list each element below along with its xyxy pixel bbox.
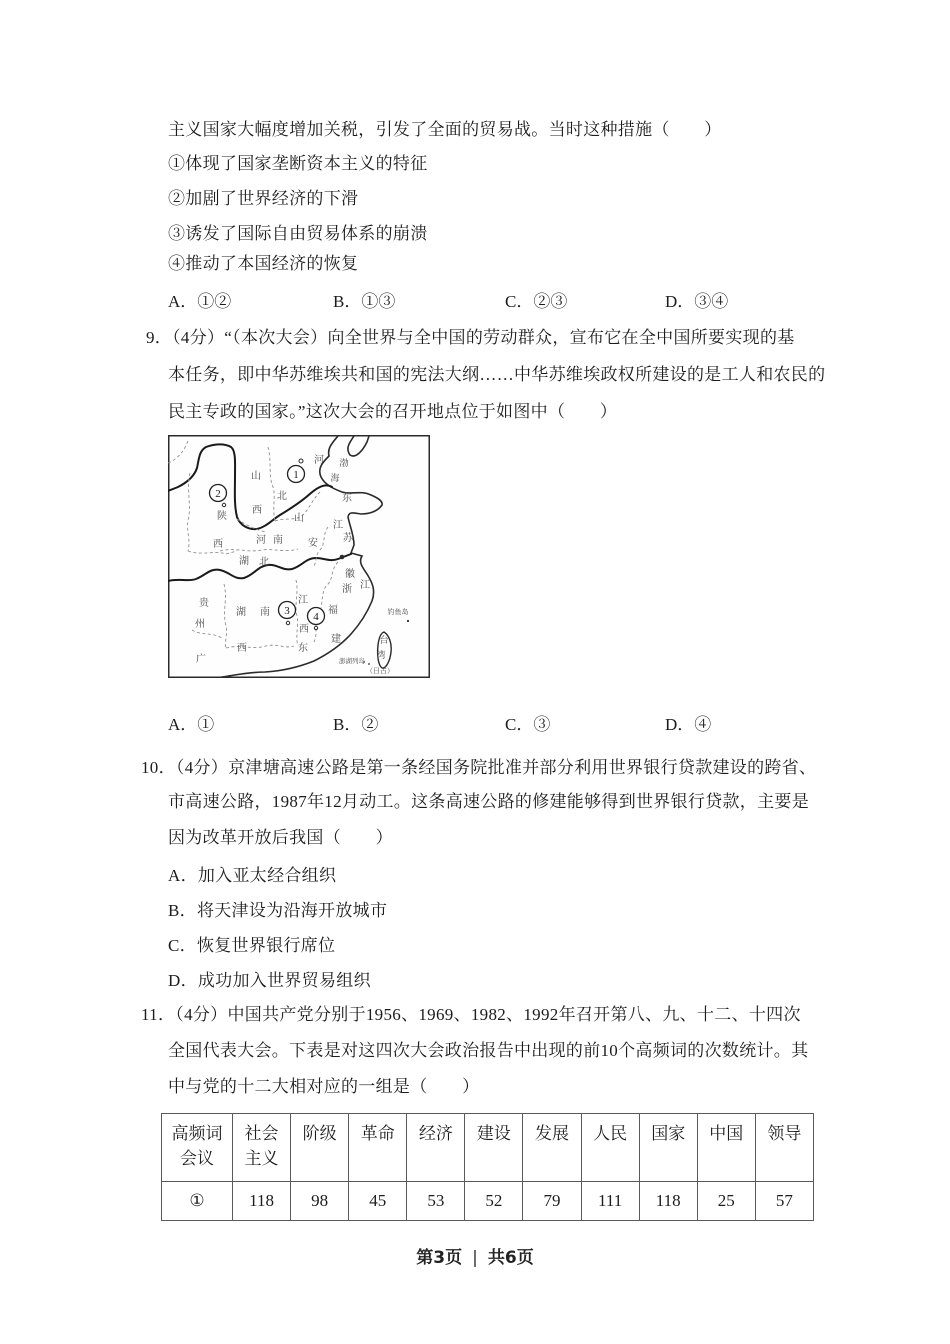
map-label: 广 bbox=[196, 654, 206, 665]
table-row bbox=[162, 1182, 814, 1221]
china-provinces-map bbox=[168, 435, 430, 678]
table-cell: 25 bbox=[697, 1182, 755, 1221]
map-marker-3 bbox=[279, 602, 296, 619]
table-cell: 57 bbox=[755, 1182, 813, 1221]
q10-line-2: 市高速公路，1987年12月动工。这条高速公路的修建能够得到世界银行贷款，主要是 bbox=[168, 792, 809, 811]
page-number: 第3页 bbox=[416, 1248, 463, 1268]
q9-option-c: C．③ bbox=[505, 715, 551, 734]
map-label: 江 bbox=[333, 520, 343, 531]
q11-line-3: 中与党的十二大相对应的一组是（ ） bbox=[168, 1077, 480, 1096]
q8-item-1: ①体现了国家垄断资本主义的特征 bbox=[168, 154, 428, 173]
table-column-header: 阶级 bbox=[291, 1114, 349, 1182]
map-label: 西 bbox=[237, 643, 247, 654]
footer-divider: | bbox=[472, 1248, 478, 1268]
map-label: 渤 bbox=[339, 458, 349, 468]
map-label: 山 bbox=[251, 471, 261, 482]
q8-option-d: D．③④ bbox=[665, 292, 729, 311]
q8-item-2: ②加剧了世界经济的下滑 bbox=[168, 189, 359, 208]
map-label: 海 bbox=[330, 473, 340, 483]
map-label: 徽 bbox=[345, 569, 355, 580]
map-label: 州 bbox=[195, 619, 205, 630]
table-body bbox=[162, 1182, 814, 1221]
table-column-header: 人民 bbox=[581, 1114, 639, 1182]
q8-item-3: ③诱发了国际自由贸易体系的崩溃 bbox=[168, 224, 428, 243]
table-cell: 118 bbox=[639, 1182, 697, 1221]
map-label: 湖 bbox=[236, 607, 246, 618]
table-cell: 118 bbox=[233, 1182, 291, 1221]
map-marker-1 bbox=[288, 466, 305, 483]
q9-line-1: 9．（4分）“（本次大会）向全世界与全中国的劳动群众，宣布它在全中国所要实现的基 bbox=[146, 328, 795, 347]
svg-text:3: 3 bbox=[284, 605, 290, 617]
q11-line-2: 全国代表大会。下表是对这四次大会政治报告中出现的前10个高频词的次数统计。其 bbox=[168, 1041, 809, 1060]
table-cell: 79 bbox=[523, 1182, 581, 1221]
island-dot bbox=[407, 620, 409, 622]
q8-stem: 主义国家大幅度增加关税，引发了全面的贸易战。当时这种措施（ ） bbox=[168, 120, 722, 139]
q10-line-1: 10．（4分）京津塘高速公路是第一条经国务院批准并部分利用世界银行贷款建设的跨省、 bbox=[141, 758, 817, 777]
q10-line-3: 因为改革开放后我国（ ） bbox=[168, 828, 393, 847]
table-column-header: 社会主义 bbox=[233, 1114, 291, 1182]
q10-option-b: B．将天津设为沿海开放城市 bbox=[168, 901, 388, 920]
map-label: 东 bbox=[298, 643, 308, 654]
table-column-header: 经济 bbox=[407, 1114, 465, 1182]
table-column-header: 发展 bbox=[523, 1114, 581, 1182]
map-label: 湖 bbox=[239, 556, 249, 567]
map-label: 建 bbox=[331, 634, 341, 645]
svg-text:2: 2 bbox=[215, 488, 221, 500]
table-cell: 111 bbox=[581, 1182, 639, 1221]
table-header bbox=[162, 1114, 814, 1182]
high-frequency-words-table bbox=[161, 1113, 814, 1221]
map-label: 苏 bbox=[343, 533, 353, 544]
map-label: 贵 bbox=[199, 598, 209, 609]
map-label: 山 bbox=[294, 513, 304, 524]
table-column-header: 中国 bbox=[697, 1114, 755, 1182]
map-label: 安 bbox=[308, 538, 318, 549]
city-marker bbox=[340, 555, 345, 560]
map-label: （日占） bbox=[366, 667, 394, 675]
map-label: 北 bbox=[259, 557, 269, 568]
q10-option-c: C．恢复世界银行席位 bbox=[168, 936, 336, 955]
map-label: 东 bbox=[342, 493, 352, 504]
q11-line-1: 11．（4分）中国共产党分别于1956、1969、1982、1992年召开第八、九、十二、十四次 bbox=[141, 1005, 801, 1024]
map-label: 澎湖列岛 bbox=[339, 658, 365, 665]
q9-line-2: 本任务，即中华苏维埃共和国的宪法大纲……中华苏维埃政权所建设的是工人和农民的 bbox=[168, 365, 826, 384]
svg-text:1: 1 bbox=[293, 469, 299, 481]
map-label: 南 bbox=[273, 535, 283, 546]
table-column-header: 国家 bbox=[639, 1114, 697, 1182]
island-dot bbox=[368, 663, 370, 665]
q9-option-b: B．② bbox=[333, 715, 379, 734]
map-label: 西 bbox=[299, 624, 309, 635]
svg-text:4: 4 bbox=[313, 611, 319, 623]
map-marker-2 bbox=[210, 485, 227, 502]
q9-line-3: 民主专政的国家。”这次大会的召开地点位于如图中（ ） bbox=[168, 402, 618, 421]
table-cell: 52 bbox=[465, 1182, 523, 1221]
page-footer bbox=[0, 1243, 950, 1268]
map-label: 北 bbox=[277, 491, 287, 502]
table-cell: 45 bbox=[349, 1182, 407, 1221]
map-label: 河 bbox=[256, 535, 266, 546]
page-total: 共6页 bbox=[487, 1248, 534, 1268]
map-svg bbox=[168, 435, 430, 678]
q8-option-a: A．①② bbox=[168, 292, 232, 311]
table-cell: 98 bbox=[291, 1182, 349, 1221]
q10-option-d: D．成功加入世界贸易组织 bbox=[168, 971, 371, 990]
table-column-header: 建设 bbox=[465, 1114, 523, 1182]
map-label: 南 bbox=[260, 607, 270, 618]
q9-option-d: D．④ bbox=[665, 715, 712, 734]
table-column-header: 革命 bbox=[349, 1114, 407, 1182]
map-label: 西 bbox=[252, 505, 262, 516]
table-corner-cell: 高频词 会议 bbox=[162, 1114, 233, 1182]
map-label: 台 bbox=[379, 635, 389, 645]
row-label: ① bbox=[162, 1182, 233, 1221]
table-column-header: 领导 bbox=[755, 1114, 813, 1182]
map-label: 福 bbox=[328, 605, 338, 616]
table-cell: 53 bbox=[407, 1182, 465, 1221]
q8-item-4: ④推动了本国经济的恢复 bbox=[168, 254, 359, 273]
map-label: 西 bbox=[213, 539, 223, 550]
map-label: 江 bbox=[298, 595, 308, 606]
map-label: 河 bbox=[314, 455, 324, 466]
q9-option-a: A．① bbox=[168, 715, 215, 734]
q8-option-b: B．①③ bbox=[333, 292, 396, 311]
q8-option-c: C．②③ bbox=[505, 292, 568, 311]
map-label: 浙 bbox=[342, 584, 352, 595]
map-label: 湾 bbox=[376, 650, 386, 660]
map-label: 江 bbox=[360, 580, 370, 591]
map-label: 陕 bbox=[217, 511, 227, 522]
q10-option-a: A．加入亚太经合组织 bbox=[168, 866, 337, 885]
map-marker-4 bbox=[308, 608, 325, 625]
map-label: 钓鱼岛 bbox=[387, 608, 409, 616]
